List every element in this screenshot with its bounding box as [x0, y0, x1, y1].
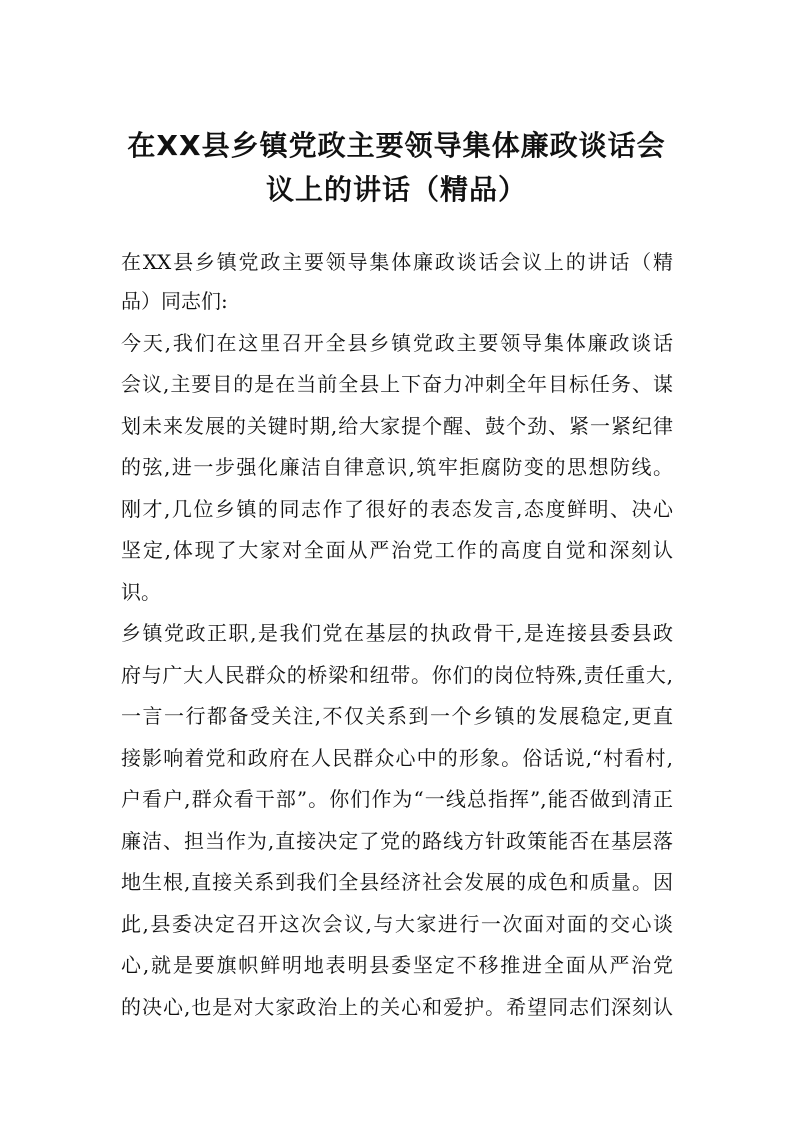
document-body — [121, 242, 673, 1028]
body-line: 此,县委决定召开这次会议,与大家进行一次面对面的交心谈 — [121, 911, 673, 936]
body-line: 会议,主要目的是在当前全县上下奋力冲刺全年目标任务、谋 — [121, 372, 673, 396]
body-line: 今天,我们在这里召开全县乡镇党政主要领导集体廉政谈话 — [121, 330, 673, 355]
document-title-line-1: 在XX县乡镇党政主要领导集体廉政谈话会 — [127, 129, 666, 162]
body-line: 廉洁、担当作为,直接决定了党的路线方针政策能否在基层落 — [121, 828, 673, 853]
body-line: 坚定,体现了大家对全面从严治党工作的高度自觉和深刻认 — [121, 538, 673, 562]
document-title-line-2: 议上的讲话（精品） — [265, 173, 527, 206]
body-line: 品）同志们: — [121, 289, 228, 313]
body-line: 一言一行都备受关注,不仅关系到一个乡镇的发展稳定,更直 — [121, 704, 673, 728]
body-line: 地生根,直接关系到我们全县经济社会发展的成色和质量。因 — [121, 870, 673, 894]
body-line: 接影响着党和政府在人民群众心中的形象。俗话说,“村看村, — [121, 745, 673, 770]
body-line: 心,就是要旗帜鲜明地表明县委坚定不移推进全面从严治党 — [121, 953, 673, 977]
body-line: 户看户,群众看干部”。你们作为“一线总指挥”,能否做到清正 — [121, 787, 673, 811]
body-line: 在XX县乡镇党政主要领导集体廉政谈话会议上的讲话（精 — [121, 250, 673, 274]
body-line: 府与广大人民群众的桥梁和纽带。你们的岗位特殊,责任重大, — [121, 662, 673, 687]
body-line: 识。 — [121, 579, 161, 604]
body-line: 刚才,几位乡镇的同志作了很好的表态发言,态度鲜明、决心 — [121, 496, 673, 521]
body-line: 的弦,进一步强化廉洁自律意识,筑牢拒腐防变的思想防线。 — [121, 455, 673, 479]
body-line: 划未来发展的关键时期,给大家提个醒、鼓个劲、紧一紧纪律 — [121, 413, 673, 438]
body-line: 的决心,也是对大家政治上的关心和爱护。希望同志们深刻认 — [121, 994, 673, 1019]
body-line: 乡镇党政正职,是我们党在基层的执政骨干,是连接县委县政 — [121, 621, 673, 645]
